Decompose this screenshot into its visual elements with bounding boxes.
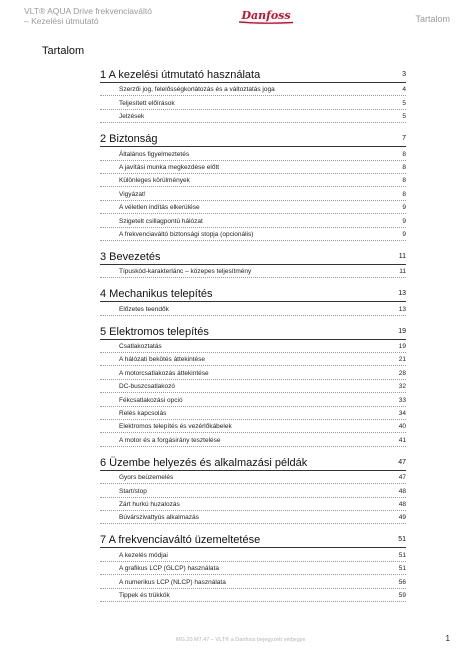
toc-entry-title: A motor és a forgásirány tesztelése [119,436,221,444]
toc-entry-title: Előzetes teendők [119,305,169,313]
toc-chapter-page: 47 [398,458,406,466]
toc-entry[interactable] [100,433,406,446]
toc-entry[interactable] [100,96,406,109]
toc-entry[interactable] [100,174,406,187]
toc-entry-title: Szerzői jog, felelősségkorlátozás és a változtatás joga [119,86,275,94]
brand-logotype: Danfoss [241,9,291,22]
toc-entry-page: 11 [399,268,406,276]
toc-entry[interactable] [100,110,406,123]
toc-entry-page: 13 [398,305,406,313]
toc-entry[interactable] [100,265,406,278]
toc-entry[interactable] [100,228,406,241]
toc-chapter-page: 3 [402,71,406,78]
toc-entry[interactable] [100,201,406,214]
toc-entry-title: A hálózati bekötés áttekintése [119,356,206,364]
toc-entry-page: 48 [398,487,406,495]
toc-entry-title: Jelzések [119,113,145,121]
toc-entry-page: 21 [398,356,406,364]
toc-chapter-title: 3 Bevezetés [100,250,161,263]
document-title-line-1: VLT® AQUA Drive frekvenciaváltó [24,6,152,16]
toc-entry-title: Fékcsatlakozási opció [119,396,183,404]
footer-text: MG.20.M7.47 – VLT® a Danfoss bejegyzett védjegye [176,637,306,643]
toc-entry-title: Elektromos telepítés és vezérlőkábelek [119,423,232,431]
toc-entry[interactable] [100,498,406,511]
page-number: 1 [445,634,450,643]
toc-entry-title: Zárt hurkú huzalozás [119,500,180,508]
toc-entry[interactable] [100,575,406,588]
toc-entry-page: 49 [398,514,406,522]
page-header [24,6,450,34]
toc-chapter-page: 11 [398,252,406,260]
toc-entry-title: DC-buszcsatlakozó [119,383,175,391]
toc-entry[interactable] [100,83,406,96]
toc-entry-title: Start/stop [119,487,147,495]
toc-entry[interactable] [100,589,406,602]
toc-entry-title: Különleges körülmények [119,177,190,185]
toc-chapter-title: 7 A frekvenciaváltó üzemeltetése [100,534,261,547]
toc-entry-page: 40 [398,423,406,431]
toc-entry[interactable] [100,214,406,227]
toc-entry-title: A kezelés módjai [119,551,168,559]
toc-entry-page: 34 [398,410,406,418]
toc-entry-page: 9 [402,204,406,212]
toc-entry-title: Búvárszivattyús alkalmazás [119,514,199,522]
toc-entry-title: Gyors beüzemelés [119,474,174,482]
toc-entry-title: Vigyázat! [119,190,146,198]
toc-entry-page: 41 [398,436,406,444]
toc-entry-page: 5 [402,113,406,121]
toc-entry-title: A grafikus LCP (GLCP) használata [119,565,219,573]
toc-entry-title: Szigetelt csillagpontú hálózat [119,217,203,225]
danfoss-logo [236,7,296,25]
toc-entry-page: 8 [402,190,406,198]
toc-entry[interactable] [100,562,406,575]
toc-chapter[interactable] [100,130,406,147]
toc-entry-page: 8 [402,177,406,185]
document-title-line-2: – Kezelési útmutató [24,16,99,26]
toc-entry[interactable] [100,302,406,315]
toc-chapter-title: 6 Üzembe helyezés és alkalmazási példák [100,456,308,469]
toc-chapter[interactable] [100,248,406,265]
toc-entry-page: 56 [398,578,406,586]
toc-entry-page: 5 [402,99,406,107]
toc-entry[interactable] [100,187,406,200]
toc-chapter-page: 7 [402,135,406,143]
toc-entry[interactable] [100,340,406,353]
toc-entry-title: Tippek és trükkök [119,591,170,599]
toc-chapter[interactable] [100,454,406,471]
toc-entry-page: 51 [398,565,406,573]
toc-entry-page: 9 [402,230,406,238]
toc-chapter-title: 2 Biztonság [100,133,158,146]
toc-entry-page: 32 [398,383,406,391]
toc-entry-page: 28 [398,369,406,377]
toc-entry-page: 4 [402,86,406,94]
toc-entry-title: Relés kapcsolás [119,410,167,418]
toc-entry-page: 8 [402,150,406,158]
toc-entry-page: 51 [398,551,406,559]
toc-entry-title: A javítási munka megkezdése előtt [119,163,220,171]
toc-entry-page: 33 [398,396,406,404]
toc-entry-title: Típuskód-karakterlánc – közepes teljesítmény [119,268,252,276]
table-of-contents [100,66,406,602]
toc-entry[interactable] [100,407,406,420]
toc-chapter-title: 5 Elektromos telepítés [100,325,209,338]
toc-chapter[interactable] [100,285,406,302]
toc-entry[interactable] [100,353,406,366]
toc-entry[interactable] [100,380,406,393]
toc-entry-title: A motorcsatlakozás áttekintése [119,369,209,377]
toc-entry[interactable] [100,147,406,160]
toc-entry[interactable] [100,548,406,561]
toc-chapter[interactable] [100,531,406,548]
toc-heading: Tartalom [42,45,85,57]
toc-entry-title: Általános figyelmeztetés [119,150,190,158]
toc-entry[interactable] [100,393,406,406]
toc-entry-page: 59 [398,591,406,599]
toc-entry-title: A véletlen indítás elkerülése [119,204,200,212]
toc-chapter-page: 13 [398,290,406,298]
toc-entry[interactable] [100,471,406,484]
toc-entry-page: 48 [398,500,406,508]
toc-chapter-title: 4 Mechanikus telepítés [100,288,213,301]
toc-chapter-title: 1 A kezelési útmutató használata [100,69,261,81]
toc-chapter[interactable] [100,323,406,340]
toc-entry[interactable] [100,366,406,379]
section-name: Tartalom [415,14,450,24]
toc-entry-page: 19 [398,343,406,351]
toc-chapter[interactable] [100,66,406,83]
toc-entry-page: 47 [398,474,406,482]
toc-chapter-page: 19 [398,327,406,335]
toc-chapter-page: 51 [398,536,406,544]
toc-entry-title: A frekvenciaváltó biztonsági stopja (opcionális) [119,230,254,238]
toc-entry[interactable] [100,484,406,497]
toc-entry-page: 9 [402,217,406,225]
page-footer [0,634,474,648]
toc-entry[interactable] [100,511,406,524]
toc-entry-title: Csatlakoztatás [119,343,162,351]
toc-entry-page: 8 [402,163,406,171]
toc-entry[interactable] [100,420,406,433]
toc-entry-title: A numerikus LCP (NLCP) használata [119,578,226,586]
toc-entry[interactable] [100,161,406,174]
toc-entry-title: Teljesített előírások [119,99,175,107]
